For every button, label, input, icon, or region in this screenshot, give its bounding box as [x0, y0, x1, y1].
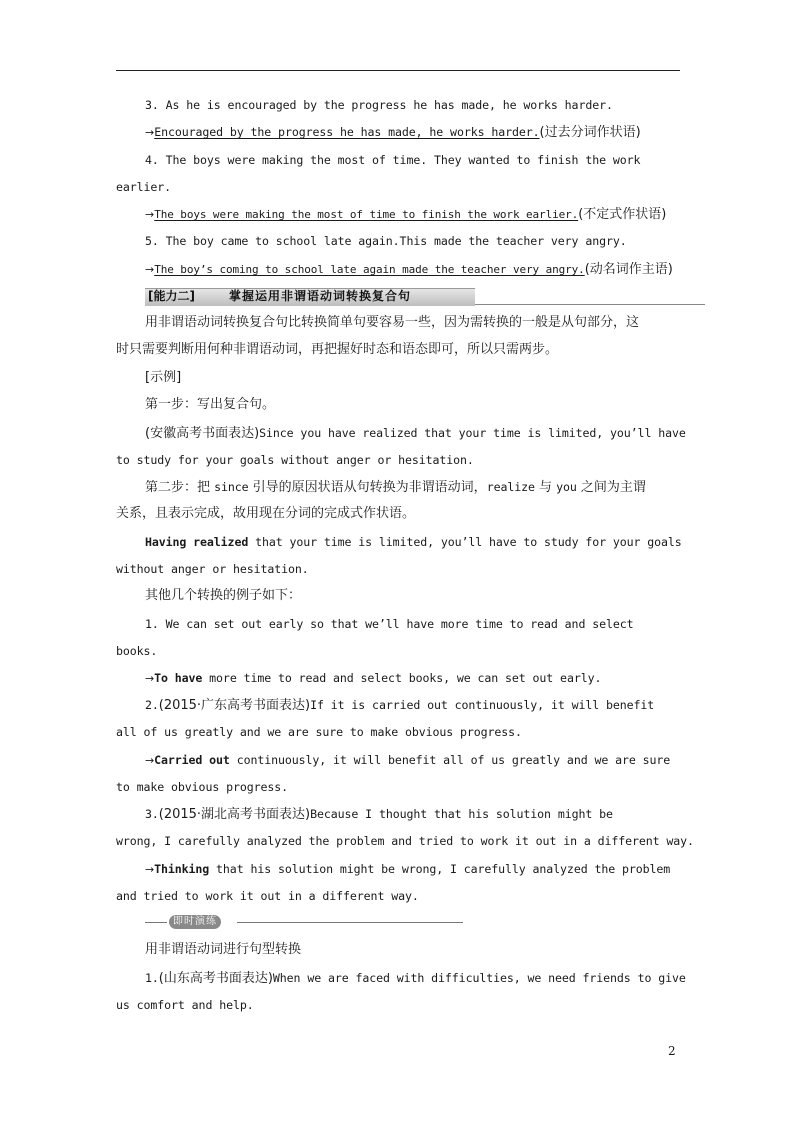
step-2-line-1: 第二步：把 since 引导的原因状语从句转换为非谓语动词，realize 与 you 之间为主谓	[145, 480, 646, 495]
arrow-icon: →	[145, 263, 155, 276]
example-sentence-line-1: (安徽高考书面表达)Since you have realized that your time is limited, you’ll have	[145, 426, 686, 441]
example-answer-line-1: Having realized that your time is limited, you’ll have to study for your goals	[145, 535, 682, 549]
header-rule	[116, 70, 680, 71]
step-1: 第一步：写出复合句。	[145, 397, 276, 412]
intro-paragraph-line-1: 用非谓语动词转换复合句比转换简单句要容易一些，因为需转换的一般是从句部分，这	[145, 315, 640, 330]
arrow-icon: →	[145, 754, 155, 767]
item-4-question: 4. The boys were making the most of time. They wanted to finish the work	[145, 153, 641, 167]
other-examples-label: 其他几个转换的例子如下：	[145, 588, 302, 603]
practice-divider	[145, 915, 463, 929]
example-sentence-line-2: to study for your goals without anger or hesitation.	[116, 453, 474, 467]
practice-question-1-cont: us comfort and help.	[116, 998, 254, 1012]
arrow-icon: →	[145, 126, 155, 139]
practice-question-1: 1.(山东高考书面表达)When we are faced with difficulties, we need friends to give	[145, 971, 686, 986]
arrow-icon: →	[145, 208, 155, 221]
other-1-answer: →To have more time to read and select books, we can set out early.	[145, 671, 602, 685]
item-4-answer: →The boys were making the most of time to finish the work earlier.(不定式作状语)	[145, 207, 667, 222]
step-2-line-2: 关系，且表示完成，故用现在分词的完成式作状语。	[116, 506, 416, 521]
section-title: 掌握运用非谓语动词转换复合句	[229, 289, 412, 303]
arrow-icon: →	[145, 672, 155, 685]
practice-divider-line-left	[145, 922, 167, 923]
other-3-answer-cont: and tried to work it out in a different way.	[116, 889, 419, 903]
other-2-question: 2.(2015·广东高考书面表达)If it is carried out continuously, it will benefit	[145, 698, 655, 713]
section-heading-ability-2	[145, 288, 705, 305]
item-5-question: 5. The boy came to school late again.This made the teacher very angry.	[145, 234, 627, 248]
other-3-answer: →Thinking that his solution might be wrong, I carefully analyzed the problem	[145, 862, 671, 876]
other-1-question-cont: books.	[116, 644, 158, 658]
other-2-question-cont: all of us greatly and we are sure to make obvious progress.	[116, 725, 522, 739]
other-3-question-cont: wrong, I carefully analyzed the problem and tried to work it out in a different way.	[116, 834, 694, 848]
arrow-icon: →	[145, 863, 155, 876]
item-3-answer: →Encouraged by the progress he has made, he works harder.(过去分词作状语)	[145, 125, 641, 140]
practice-label: 即时演练	[169, 915, 221, 929]
other-2-answer: →Carried out continuously, it will benefit all of us greatly and we are sure	[145, 753, 671, 767]
other-3-question: 3.(2015·湖北高考书面表达)Because I thought that his solution might be	[145, 807, 613, 822]
item-5-answer: →The boy’s coming to school late again made the teacher very angry.(动名词作主语)	[145, 262, 673, 277]
practice-heading: 用非谓语动词进行句型转换	[145, 942, 302, 957]
other-1-question: 1. We can set out early so that we’ll have more time to read and select	[145, 617, 634, 631]
section-rule	[475, 304, 705, 305]
page-number: 2	[668, 1044, 676, 1058]
example-answer-line-2: without anger or hesitation.	[116, 562, 309, 576]
section-tag: [能力二]	[148, 289, 195, 303]
practice-divider-line-right	[237, 922, 463, 923]
item-3-question: 3. As he is encouraged by the progress he has made, he works harder.	[145, 98, 613, 112]
other-2-answer-cont: to make obvious progress.	[116, 780, 289, 794]
item-4-question-cont: earlier.	[116, 180, 172, 194]
example-label: [示例]	[145, 370, 182, 385]
intro-paragraph-line-2: 时只需要判断用何种非谓语动词，再把握好时态和语态即可，所以只需两步。	[116, 342, 559, 357]
